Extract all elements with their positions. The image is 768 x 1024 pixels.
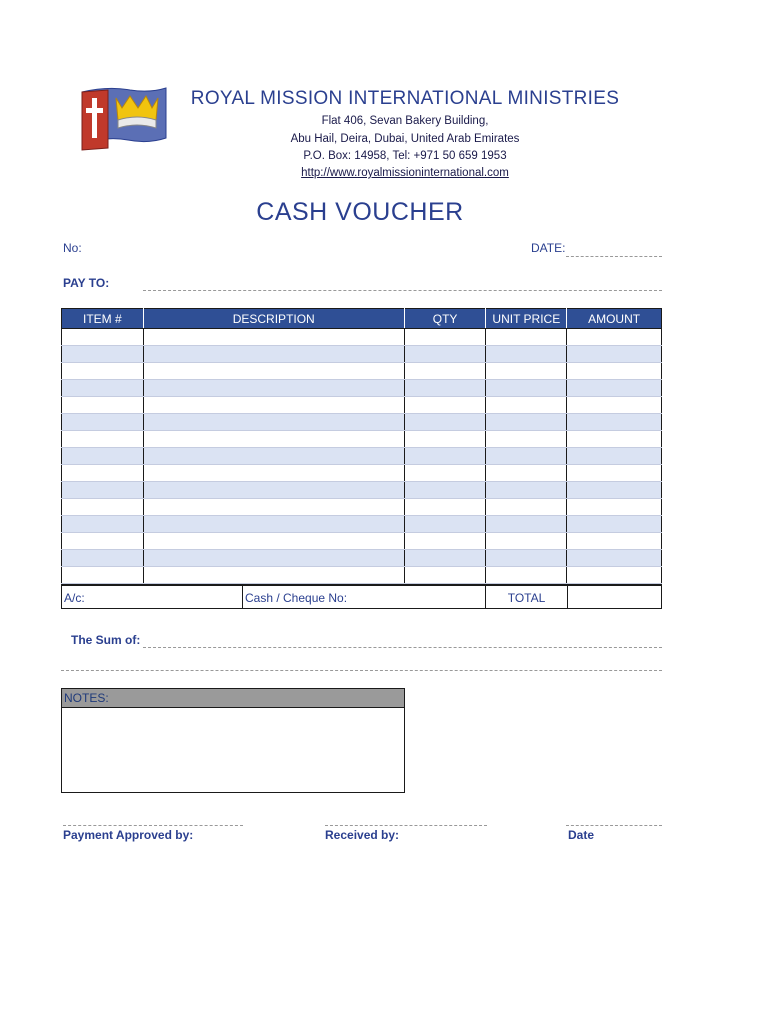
qty-cell[interactable] (404, 465, 486, 482)
qty-cell[interactable] (404, 431, 486, 448)
unit-price-cell[interactable] (486, 380, 567, 397)
table-row (62, 414, 662, 431)
items-table (61, 308, 662, 584)
notes-box[interactable] (61, 688, 405, 793)
unit-price-cell[interactable] (486, 516, 567, 533)
description-cell[interactable] (143, 533, 404, 550)
amount-cell[interactable] (567, 329, 662, 346)
total-amount-cell[interactable] (568, 586, 661, 608)
item-cell[interactable] (62, 346, 144, 363)
unit-price-cell[interactable] (486, 431, 567, 448)
amount-cell[interactable] (567, 414, 662, 431)
unit-price-cell[interactable] (486, 448, 567, 465)
qty-cell[interactable] (404, 380, 486, 397)
unit-price-cell[interactable] (486, 346, 567, 363)
date-label: DATE: (531, 241, 566, 255)
item-cell[interactable] (62, 363, 144, 380)
item-cell[interactable] (62, 329, 144, 346)
pay-to-label: PAY TO: (63, 276, 110, 290)
qty-cell[interactable] (404, 516, 486, 533)
address-line-2: Abu Hail, Deira, Dubai, United Arab Emirates (290, 133, 520, 145)
table-row (62, 550, 662, 567)
approved-line[interactable] (63, 825, 243, 826)
description-cell[interactable] (143, 567, 404, 584)
col-description: DESCRIPTION (143, 309, 404, 329)
table-row (62, 567, 662, 584)
item-cell[interactable] (62, 482, 144, 499)
description-cell[interactable] (143, 397, 404, 414)
no-label: No: (63, 241, 82, 255)
address-line-1: Flat 406, Sevan Bakery Building, (321, 115, 489, 127)
amount-cell[interactable] (567, 516, 662, 533)
table-row (62, 448, 662, 465)
description-cell[interactable] (143, 448, 404, 465)
sum-line-2[interactable] (61, 670, 662, 671)
table-row (62, 363, 662, 380)
table-row (62, 346, 662, 363)
description-cell[interactable] (143, 414, 404, 431)
totals-row (61, 584, 662, 609)
received-line[interactable] (325, 825, 487, 826)
pay-to-line[interactable] (143, 290, 662, 291)
unit-price-cell[interactable] (486, 550, 567, 567)
unit-price-cell[interactable] (486, 414, 567, 431)
approved-label: Payment Approved by: (63, 828, 194, 842)
col-unit-price: UNIT PRICE (486, 309, 567, 329)
qty-cell[interactable] (404, 499, 486, 516)
item-cell[interactable] (62, 567, 144, 584)
unit-price-cell[interactable] (486, 329, 567, 346)
sum-label: The Sum of: (71, 633, 141, 647)
date-sign-line[interactable] (566, 825, 662, 826)
col-item: ITEM # (62, 309, 144, 329)
table-row (62, 380, 662, 397)
item-cell[interactable] (62, 550, 144, 567)
qty-cell[interactable] (404, 550, 486, 567)
organization-name: ROYAL MISSION INTERNATIONAL MINISTRIES (190, 88, 620, 109)
qty-cell[interactable] (404, 567, 486, 584)
qty-cell[interactable] (404, 346, 486, 363)
date-line[interactable] (566, 256, 662, 257)
item-cell[interactable] (62, 414, 144, 431)
amount-cell[interactable] (567, 465, 662, 482)
description-cell[interactable] (143, 499, 404, 516)
amount-cell[interactable] (567, 567, 662, 584)
table-row (62, 533, 662, 550)
cheque-label: Cash / Cheque No: (245, 591, 348, 605)
total-label: TOTAL (507, 591, 546, 605)
description-cell[interactable] (143, 346, 404, 363)
amount-cell[interactable] (567, 550, 662, 567)
description-cell[interactable] (143, 482, 404, 499)
table-row (62, 499, 662, 516)
unit-price-cell[interactable] (486, 533, 567, 550)
item-cell[interactable] (62, 448, 144, 465)
unit-price-cell[interactable] (486, 567, 567, 584)
item-cell[interactable] (62, 397, 144, 414)
date-sign-label: Date (568, 828, 595, 842)
item-cell[interactable] (62, 533, 144, 550)
unit-price-cell[interactable] (486, 465, 567, 482)
website-link[interactable]: http://www.royalmissioninternational.com (301, 167, 509, 179)
amount-cell[interactable] (567, 363, 662, 380)
qty-cell[interactable] (404, 533, 486, 550)
item-cell[interactable] (62, 516, 144, 533)
unit-price-cell[interactable] (486, 482, 567, 499)
table-header-row (62, 309, 662, 329)
sum-line-1[interactable] (143, 647, 662, 648)
notes-label: NOTES: (62, 689, 404, 708)
voucher-title: CASH VOUCHER (256, 198, 464, 226)
unit-price-cell[interactable] (486, 397, 567, 414)
unit-price-cell[interactable] (486, 499, 567, 516)
qty-cell[interactable] (404, 363, 486, 380)
amount-cell[interactable] (567, 380, 662, 397)
divider (242, 586, 243, 608)
table-row (62, 431, 662, 448)
description-cell[interactable] (143, 380, 404, 397)
description-cell[interactable] (143, 363, 404, 380)
unit-price-cell[interactable] (486, 363, 567, 380)
amount-cell[interactable] (567, 448, 662, 465)
amount-cell[interactable] (567, 346, 662, 363)
amount-cell[interactable] (567, 397, 662, 414)
col-qty: QTY (404, 309, 486, 329)
qty-cell[interactable] (404, 414, 486, 431)
amount-cell[interactable] (567, 533, 662, 550)
description-cell[interactable] (143, 516, 404, 533)
received-label: Received by: (325, 828, 400, 842)
table-row (62, 482, 662, 499)
table-row (62, 465, 662, 482)
address-line-3: P.O. Box: 14958, Tel: +971 50 659 1953 (303, 150, 507, 162)
description-cell[interactable] (143, 431, 404, 448)
table-row (62, 329, 662, 346)
amount-cell[interactable] (567, 499, 662, 516)
table-row (62, 516, 662, 533)
item-cell[interactable] (62, 380, 144, 397)
amount-cell[interactable] (567, 482, 662, 499)
description-cell[interactable] (143, 329, 404, 346)
description-cell[interactable] (143, 465, 404, 482)
amount-cell[interactable] (567, 431, 662, 448)
description-cell[interactable] (143, 550, 404, 567)
qty-cell[interactable] (404, 397, 486, 414)
qty-cell[interactable] (404, 482, 486, 499)
col-amount: AMOUNT (567, 309, 662, 329)
qty-cell[interactable] (404, 448, 486, 465)
item-cell[interactable] (62, 499, 144, 516)
item-cell[interactable] (62, 431, 144, 448)
table-row (62, 397, 662, 414)
ac-label: A/c: (64, 591, 85, 605)
qty-cell[interactable] (404, 329, 486, 346)
item-cell[interactable] (62, 465, 144, 482)
